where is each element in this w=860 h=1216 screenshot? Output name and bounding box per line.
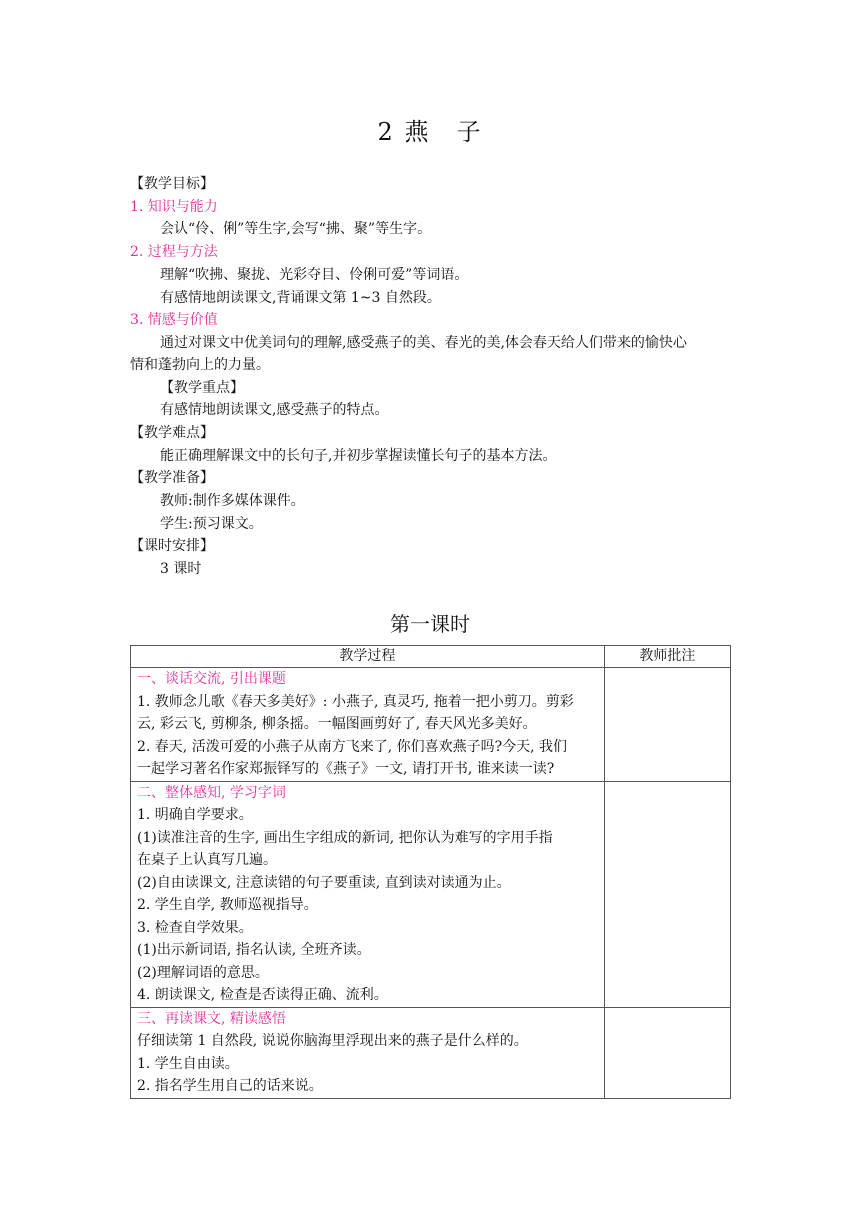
- emotion-value-heading: 3. 情感与价值: [130, 312, 218, 328]
- section-2-line: (2)理解词语的意思。: [137, 964, 269, 981]
- section-3-title: 三、再读课文, 精读感悟: [137, 1010, 286, 1027]
- process-method-heading: 2. 过程与方法: [130, 244, 218, 260]
- title-number: 2: [377, 118, 395, 146]
- section-1-line: 2. 春天, 活泼可爱的小燕子从南方飞来了, 你们喜欢燕子吗?今天, 我们: [137, 738, 568, 755]
- section-3-notes: [604, 1007, 730, 1098]
- section-2-title: 二、整体感知, 学习字词: [137, 784, 286, 801]
- process-method-text-1: 理解“吹拂、聚拢、光彩夺目、伶俐可爱”等词语。: [160, 267, 469, 283]
- section-2-line: 4. 朗读课文, 检查是否读得正确、流利。: [137, 987, 388, 1003]
- schedule-heading: 【课时安排】: [130, 538, 214, 554]
- schedule-text: 3 课时: [160, 561, 202, 577]
- difficulty-heading: 【教学难点】: [130, 425, 214, 441]
- prep-student: 学生:预习课文。: [160, 516, 263, 532]
- page-title: [0, 112, 860, 147]
- section-1-line: 1. 教师念儿歌《春天多美好》: 小燕子, 真灵巧, 拖着一把小剪刀。剪彩: [137, 693, 574, 710]
- section-2-line: 1. 明确自学要求。: [137, 807, 253, 823]
- title-char-1: 燕: [404, 118, 431, 146]
- section-2-line: (2)自由读课文, 注意读错的句子要重读, 直到读对读通为止。: [137, 874, 511, 891]
- section-2-line: 2. 学生自学, 教师巡视指导。: [137, 897, 318, 913]
- focus-text: 有感情地朗读课文,感受燕子的特点。: [160, 402, 389, 418]
- table-header-row: [131, 646, 731, 668]
- table-row: [131, 668, 731, 782]
- section-1-notes: [604, 668, 730, 782]
- lesson-title: 第一课时: [390, 612, 470, 636]
- section-3-cell: [131, 1007, 605, 1098]
- section-1-cell: [131, 668, 605, 782]
- section-3-line: 仔细读第 1 自然段, 说说你脑海里浮现出来的燕子是什么样的。: [137, 1033, 528, 1049]
- prep-heading: 【教学准备】: [130, 470, 214, 486]
- emotion-value-text-2: 情和蓬勃向上的力量。: [130, 357, 270, 373]
- emotion-value-text-1: 通过对课文中优美词句的理解,感受燕子的美、春光的美,体会春天给人们带来的愉快心: [160, 335, 687, 351]
- header-process: 教学过程: [131, 646, 605, 668]
- table-row: [131, 1007, 731, 1098]
- prep-teacher: 教师:制作多媒体课件。: [160, 493, 305, 509]
- process-method-text-2: 有感情地朗读课文,背诵课文第 1~3 自然段。: [160, 290, 441, 306]
- focus-heading: 【教学重点】: [160, 380, 244, 396]
- section-2-line: 3. 检查自学效果。: [137, 919, 253, 936]
- section-2-line: (1)读准注音的生字, 画出生字组成的新词, 把你认为难写的字用手指: [137, 829, 553, 846]
- section-1-title: 一、谈话交流, 引出课题: [137, 671, 286, 687]
- difficulty-text: 能正确理解课文中的长句子,并初步掌握读懂长句子的基本方法。: [160, 448, 557, 464]
- title-char-2: 子: [456, 118, 483, 146]
- lesson-table: [130, 645, 731, 1099]
- objectives-heading: 【教学目标】: [130, 176, 214, 192]
- section-1-line: 一起学习著名作家郑振铎写的《燕子》一文, 请打开书, 谁来读一读?: [137, 761, 555, 777]
- section-3-line: 1. 学生自由读。: [137, 1055, 239, 1072]
- section-2-line: 在桌子上认真写几遍。: [137, 852, 277, 868]
- section-2-notes: [604, 781, 730, 1007]
- header-notes: 教师批注: [604, 646, 730, 668]
- section-1-line: 云, 彩云飞, 剪柳条, 柳条摇。一幅图画剪好了, 春天风光多美好。: [137, 716, 537, 732]
- section-2-cell: [131, 781, 605, 1007]
- section-2-line: (1)出示新词语, 指名认读, 全班齐读。: [137, 942, 371, 958]
- knowledge-ability-heading: 1. 知识与能力: [130, 199, 218, 215]
- table-row: [131, 781, 731, 1007]
- knowledge-ability-text: 会认“伶、俐”等生字,会写“拂、聚”等生字。: [160, 221, 432, 237]
- section-3-line: 2. 指名学生用自己的话来说。: [137, 1078, 323, 1094]
